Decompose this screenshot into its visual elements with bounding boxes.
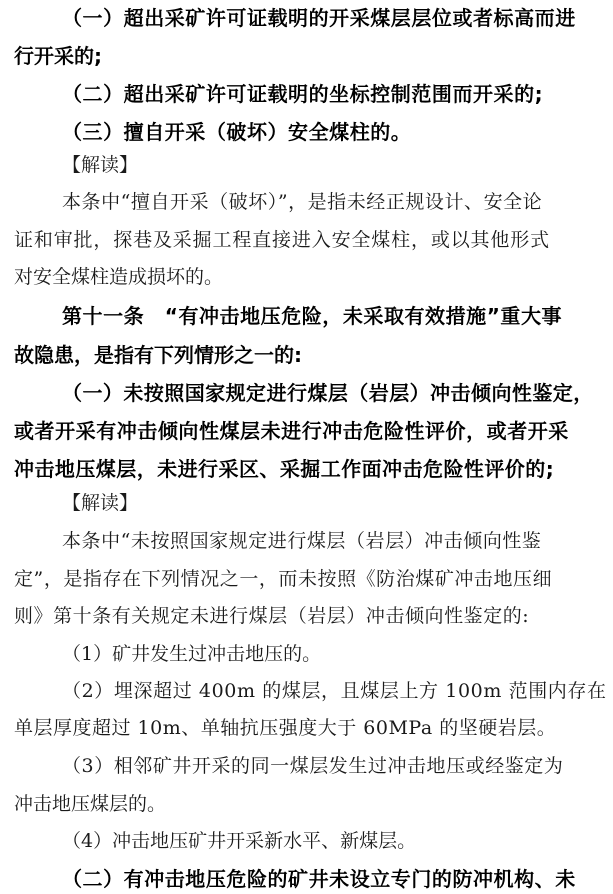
- interpretation-2-line-3: 则》第十条有关规定未进行煤层（岩层）冲击倾向性鉴定的:: [14, 605, 530, 627]
- interpretation-1-line-1: 本条中“擅自开采（破坏）”，是指未经正规设计、安全论: [62, 191, 543, 213]
- condition-4-line: （4）冲击地压矿井开采新水平、新煤层。: [62, 830, 417, 852]
- clause-1-line-2: 行开采的;: [14, 44, 102, 68]
- condition-1-line: （1）矿井发生过冲击地压的。: [62, 643, 322, 665]
- clause-1-line-1: （一）超出采矿许可证载明的开采煤层层位或者标高而进: [62, 6, 576, 30]
- condition-3-line-1: （3）相邻矿井开采的同一煤层发生过冲击地压或经鉴定为: [62, 755, 564, 777]
- interpretation-1-line-3: 对安全煤柱造成损坏的。: [14, 266, 224, 288]
- article-11-item-2-line-1: （二）有冲击地压危险的矿井未设立专门的防冲机构、未: [62, 867, 576, 891]
- article-11-item-1-line-2: 或者开采有冲击倾向性煤层未进行冲击危险性评价，或者开采: [14, 419, 569, 443]
- article-11-item-1-line-1: （一）未按照国家规定进行煤层（岩层）冲击倾向性鉴定，: [62, 381, 594, 405]
- article-11-line-1: 第十一条 “有冲击地压危险，未采取有效措施”重大事: [62, 304, 563, 328]
- condition-2-line-1: （2）埋深超过 400m 的煤层，且煤层上方 100m 范围内存在: [62, 680, 607, 702]
- interpretation-heading-1: 【解读】: [62, 154, 139, 176]
- clause-2-line: （二）超出采矿许可证载明的坐标控制范围而开采的;: [62, 82, 544, 106]
- interpretation-heading-2: 【解读】: [62, 492, 139, 514]
- interpretation-1-line-2: 证和审批，探巷及采掘工程直接进入安全煤柱，或以其他形式: [14, 229, 550, 251]
- condition-2-line-2: 单层厚度超过 10m、单轴抗压强度大于 60MPa 的坚硬岩层。: [14, 717, 557, 739]
- clause-3-line: （三）擅自开采（破坏）安全煤柱的。: [62, 120, 412, 144]
- condition-3-line-2: 冲击地压煤层的。: [14, 793, 167, 815]
- interpretation-2-line-1: 本条中“未按照国家规定进行煤层（岩层）冲击倾向性鉴: [62, 530, 542, 552]
- article-11-item-1-line-3: 冲击地压煤层，未进行采区、采掘工作面冲击危险性评价的;: [14, 457, 555, 481]
- interpretation-2-line-2: 定”，是指存在下列情况之一，而未按照《防治煤矿冲击地压细: [14, 568, 553, 590]
- article-11-line-2: 故隐患，是指有下列情形之一的:: [14, 343, 302, 367]
